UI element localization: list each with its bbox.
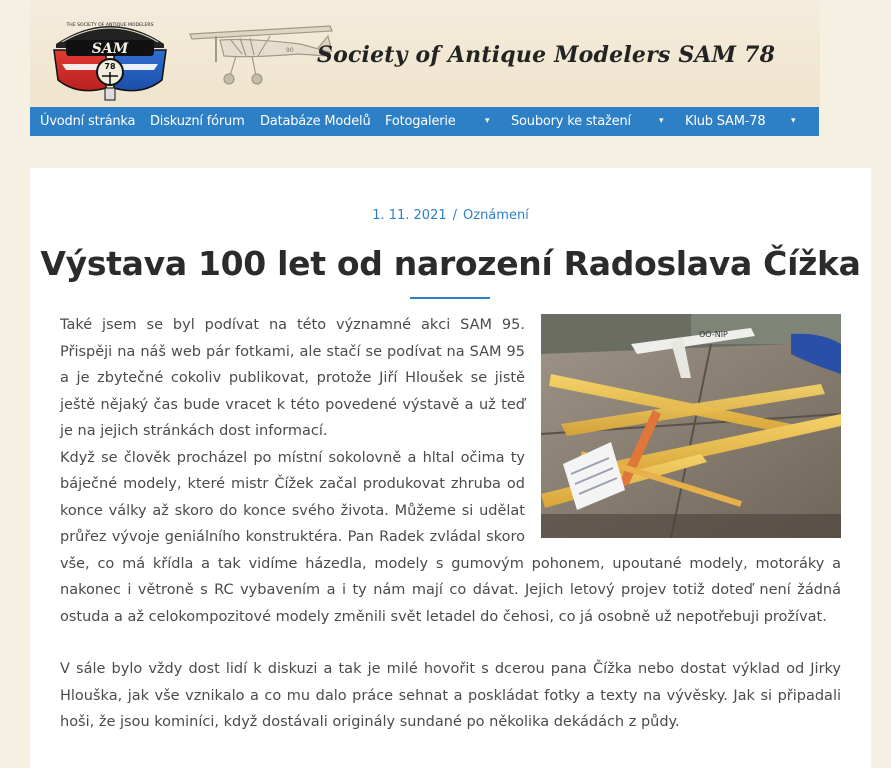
site-title[interactable]: Society of Antique Modelers SAM 78	[317, 42, 776, 68]
post-content	[60, 312, 841, 736]
paragraph-spacer	[60, 630, 841, 656]
nav-item-model-database[interactable]: Databáze Modelů	[260, 114, 371, 129]
title-underline	[410, 297, 490, 299]
post-paragraph: V sále bylo vždy dost lidí k diskuzi a tak je milé hovořit s dcerou pana Čížka nebo dostat výklad od Jirky Hlouška, jak vše vznikalo a co mu dalo práce sehnat a poskládat fotky a texty na vývěsky. Jak si připadali hoši, že jsou kominíci, když dostávali originály sundané po několika dekádách z půdy.	[60, 661, 841, 730]
nav-item-forum[interactable]: Diskuzní fórum	[150, 114, 245, 129]
post-title: Výstava 100 let od narození Radoslava Čížka	[40, 244, 861, 283]
nav-item-photo-gallery[interactable]: Fotogalerie	[385, 114, 456, 129]
post-paragraph: Také jsem se byl podívat na této významné akci SAM 95. Přispěji na náš web pár fotkami, ale stačí se podívat na SAM 95 a je zbytečné cokoliv publikovat, protože Jiří Hloušek se jistě ještě nějaký čas bude vracet k této povedené výstavě a už teď je na jejich stránkách dost informací.	[60, 317, 525, 439]
main-navigation	[30, 107, 819, 136]
sam-78-logo[interactable]	[48, 14, 172, 106]
logo-number: 78	[104, 62, 116, 71]
post-paragraph: Když se člověk procházel po místní sokolovně a hltal očima ty báječné modely, které mistr Čížek začal produkovat zhruba od konce války až skoro do konce svého života. Můžeme si udělat průřez vývoje geniálního konstruktéra. Pan Radek zvládal skoro vše, co má křídla a tak vidíme házedla, modely s gumovým pohonem, upoutané modely, motoráky a nakonec i větroně s RC vybavením a i ty nám mají co dávat. Jejich letový projev totiž doteď není žádná ostuda a až celokompozitové modely změnili svět letadel do čehosi, co já osobně už nepotřebuji prožívat.	[60, 449, 841, 625]
chevron-down-icon[interactable]: ▾	[485, 116, 490, 126]
site-header	[30, 0, 820, 107]
plane-reg: 90	[286, 47, 294, 54]
nav-item-downloads[interactable]: Soubory ke stažení	[511, 114, 631, 129]
post-meta	[30, 208, 871, 223]
post-category[interactable]: Oznámení	[463, 208, 529, 223]
nav-item-home[interactable]: Úvodní stránka	[40, 114, 136, 129]
chevron-down-icon[interactable]: ▾	[791, 116, 796, 126]
article-card	[30, 168, 871, 768]
photo-float-gap	[525, 312, 841, 550]
photo-label: OO-NIP	[699, 330, 728, 339]
logo-letters: SAM	[91, 41, 129, 57]
meta-separator: /	[452, 208, 458, 223]
logo-ring-text: THE SOCIETY OF ANTIQUE MODELERS	[66, 23, 154, 28]
chevron-down-icon[interactable]: ▾	[659, 116, 664, 126]
vintage-airplane-icon	[180, 18, 340, 90]
nav-item-club[interactable]: Klub SAM-78	[685, 114, 766, 129]
post-date[interactable]: 1. 11. 2021	[372, 208, 447, 223]
